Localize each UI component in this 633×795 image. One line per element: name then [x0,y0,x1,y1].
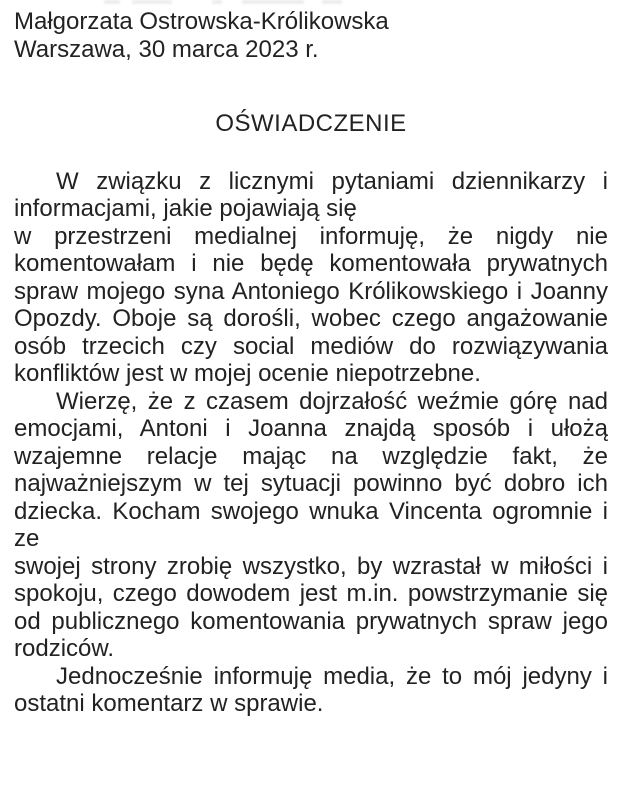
body-line: W związku z licznymi pytaniami dziennikarzy i [56,167,608,195]
document-body [14,168,608,718]
body-line: spraw mojego syna Antoniego Królikowskiego i Joanny [14,277,608,305]
body-line: osób trzecich czy social mediów do rozwiązywania [14,332,608,360]
body-line: rodziców. [14,635,115,662]
body-line: swojej strony zrobię wszystko, by wzrastał w miłości i [14,552,608,580]
body-line: Wierzę, że z czasem dojrzałość weźmie górę nad [56,387,608,415]
body-line: emocjami, Antoni i Joanna znajdą sposób i ułożą [14,415,608,442]
document-header [14,8,608,63]
author-line: Małgorzata Ostrowska-Królikowska [14,8,389,35]
body-line: wzajemne relacje mając na względzie fakt, że [14,442,608,470]
body-line: konfliktów jest w mojej ocenie niepotrzebne. [14,360,481,387]
body-line: ostatni komentarz w sprawie. [14,690,324,717]
document-title: OŚWIADCZENIE [215,110,407,137]
body-line: informacjami, jakie pojawiają się [14,195,357,222]
body-line: Jednocześnie informuję media, że to mój jedyny i [56,662,608,690]
body-line: najważniejszym w tej sytuacji powinno być dobro ich [14,470,608,497]
body-line: Opozdy. Oboje są dorośli, wobec czego angażowanie [14,305,608,332]
body-line: spokoju, czego dowodem jest m.in. powstrzymanie się [14,580,608,607]
body-line: komentowałam i nie będę komentowała prywatnych [14,250,608,277]
body-line: w przestrzeni medialnej informuję, że nigdy nie [14,222,608,250]
body-line: dziecka. Kocham swojego wnuka Vincenta ogromnie i ze [14,497,608,552]
dateline: Warszawa, 30 marca 2023 r. [14,35,319,63]
body-line: od publicznego komentowania prywatnych spraw jego [14,607,608,635]
